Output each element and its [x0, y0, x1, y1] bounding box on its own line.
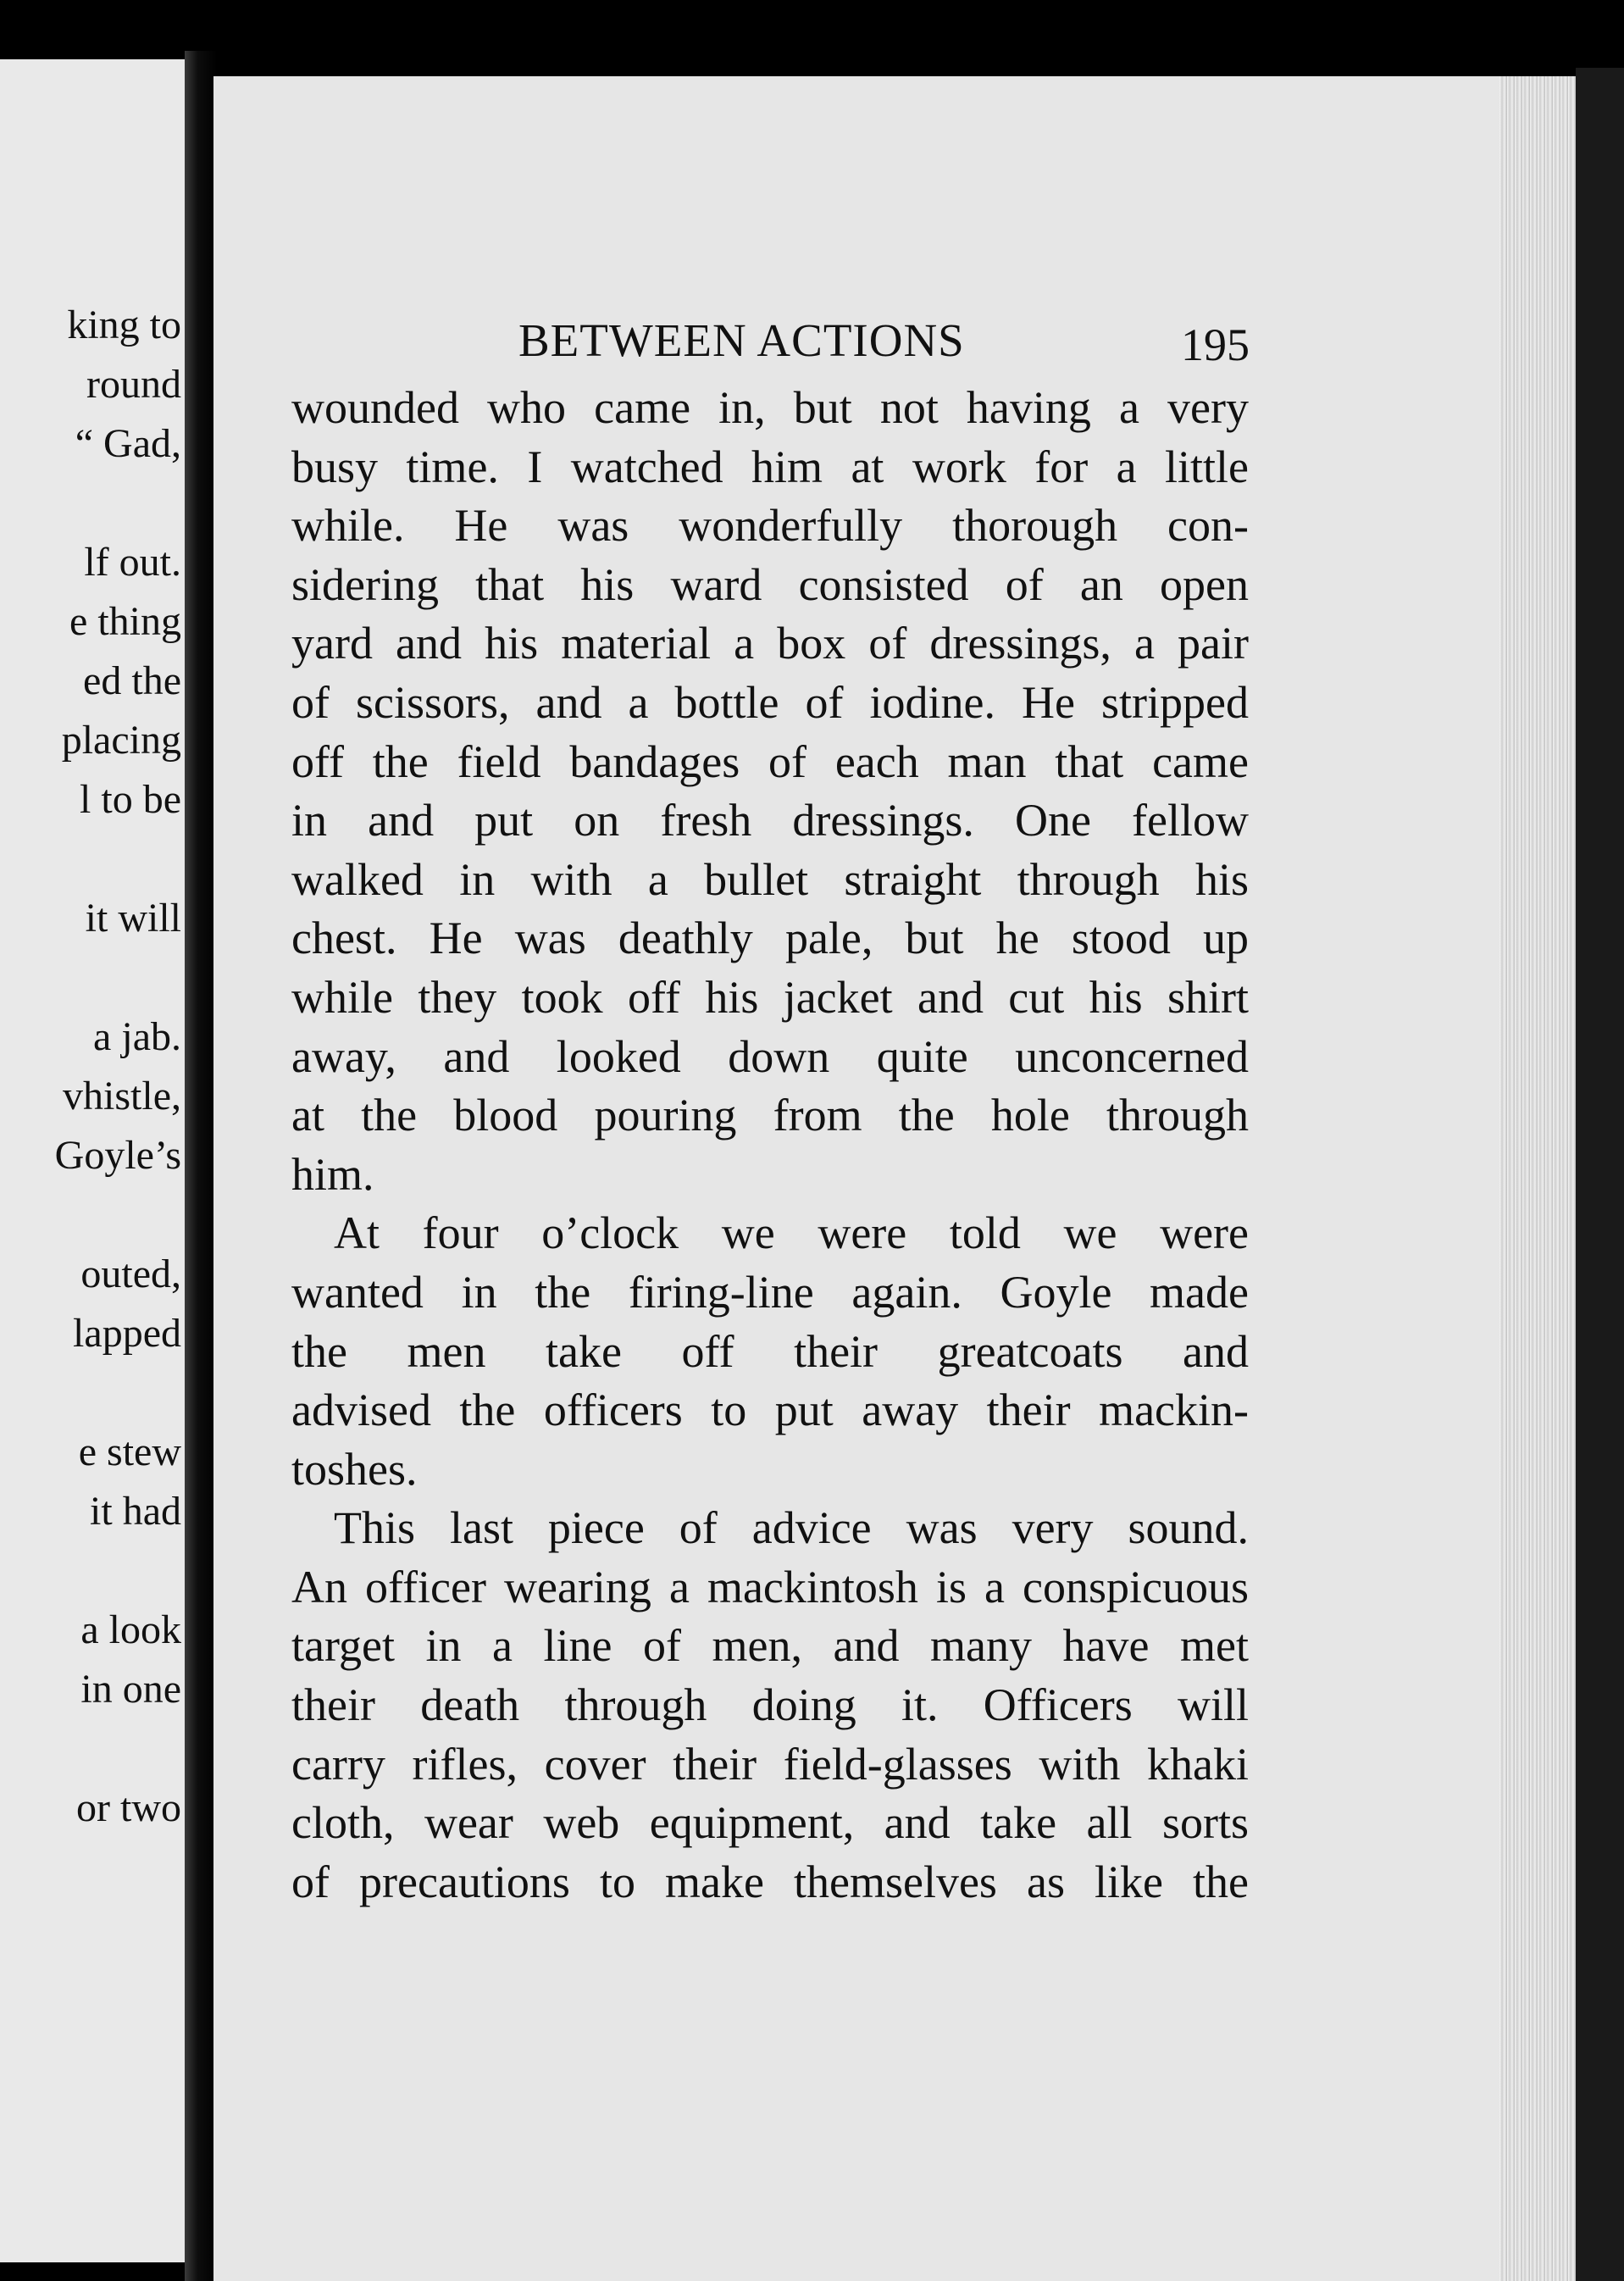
previous-page-fragment	[0, 59, 195, 2262]
text-line: at the blood pouring from the hole through	[291, 1090, 1249, 1141]
text-line: away, and looked down quite unconcerned	[291, 1030, 1249, 1082]
running-head	[213, 314, 1484, 373]
previous-page-line: ed the	[83, 658, 181, 703]
text-line: the men take off their greatcoats and	[291, 1325, 1249, 1377]
text-line: sidering that his ward consisted of an open	[291, 558, 1249, 610]
page-edges	[1499, 76, 1576, 2281]
previous-page-line: a look	[80, 1607, 181, 1652]
text-line: cloth, wear web equipment, and take all sorts	[291, 1797, 1249, 1849]
previous-page-line: e thing	[69, 599, 181, 644]
text-line: of scissors, and a bottle of iodine. He stripped	[291, 676, 1249, 728]
previous-page-line: “ Gad,	[75, 421, 181, 466]
previous-page-line: lapped	[73, 1311, 181, 1356]
text-line: while they took off his jacket and cut his shirt	[291, 971, 1249, 1023]
running-title: BETWEEN ACTIONS	[518, 314, 965, 366]
text-line: At four o’clock we were told we were	[334, 1207, 1249, 1259]
body-text	[291, 379, 1249, 1912]
text-line: walked in with a bullet straight through his	[291, 853, 1249, 905]
text-line: advised the officers to put away their mackin-	[291, 1385, 1249, 1436]
text-line: toshes.	[291, 1443, 418, 1495]
previous-page-line: l to be	[80, 777, 181, 822]
text-line: chest. He was deathly pale, but he stood up	[291, 913, 1249, 964]
text-line: off the field bandages of each man that came	[291, 735, 1249, 787]
text-line: This last piece of advice was very sound.	[334, 1502, 1249, 1554]
previous-page-line: in one	[80, 1667, 181, 1712]
text-line: carry rifles, cover their field-glasses with khaki	[291, 1738, 1249, 1790]
book-page	[213, 76, 1569, 2281]
previous-page-line: a jab.	[93, 1014, 181, 1059]
book-gutter	[185, 51, 217, 2281]
text-line: wounded who came in, but not having a very	[291, 382, 1249, 433]
text-line: him.	[291, 1148, 374, 1200]
previous-page-line: placing	[61, 718, 181, 763]
page-number: 195	[1181, 319, 1250, 370]
text-line: in and put on fresh dressings. One fellow	[291, 795, 1249, 846]
previous-page-line: or two	[76, 1785, 181, 1830]
text-line: An officer wearing a mackintosh is a conspicuous	[291, 1561, 1249, 1612]
previous-page-line: Goyle’s	[54, 1133, 181, 1178]
text-line: while. He was wonderfully thorough con-	[291, 500, 1249, 552]
previous-page-line: lf out.	[84, 540, 181, 585]
text-line: their death through doing it. Officers will	[291, 1679, 1249, 1731]
previous-page-line: it had	[90, 1489, 181, 1534]
previous-page-line: round	[86, 362, 181, 407]
previous-page-line: outed,	[80, 1251, 181, 1296]
previous-page-line: it will	[85, 896, 181, 941]
previous-page-line: e stew	[78, 1429, 181, 1474]
previous-page-line: king to	[67, 302, 181, 347]
text-line: target in a line of men, and many have met	[291, 1620, 1249, 1672]
scan-border	[1576, 68, 1624, 2281]
text-line: busy time. I watched him at work for a little	[291, 441, 1249, 492]
previous-page-line: vhistle,	[63, 1074, 181, 1118]
text-line: of precautions to make themselves as like the	[291, 1856, 1249, 1907]
text-line: wanted in the firing-line again. Goyle made	[291, 1266, 1249, 1318]
text-line: yard and his material a box of dressings, a pair	[291, 618, 1249, 669]
